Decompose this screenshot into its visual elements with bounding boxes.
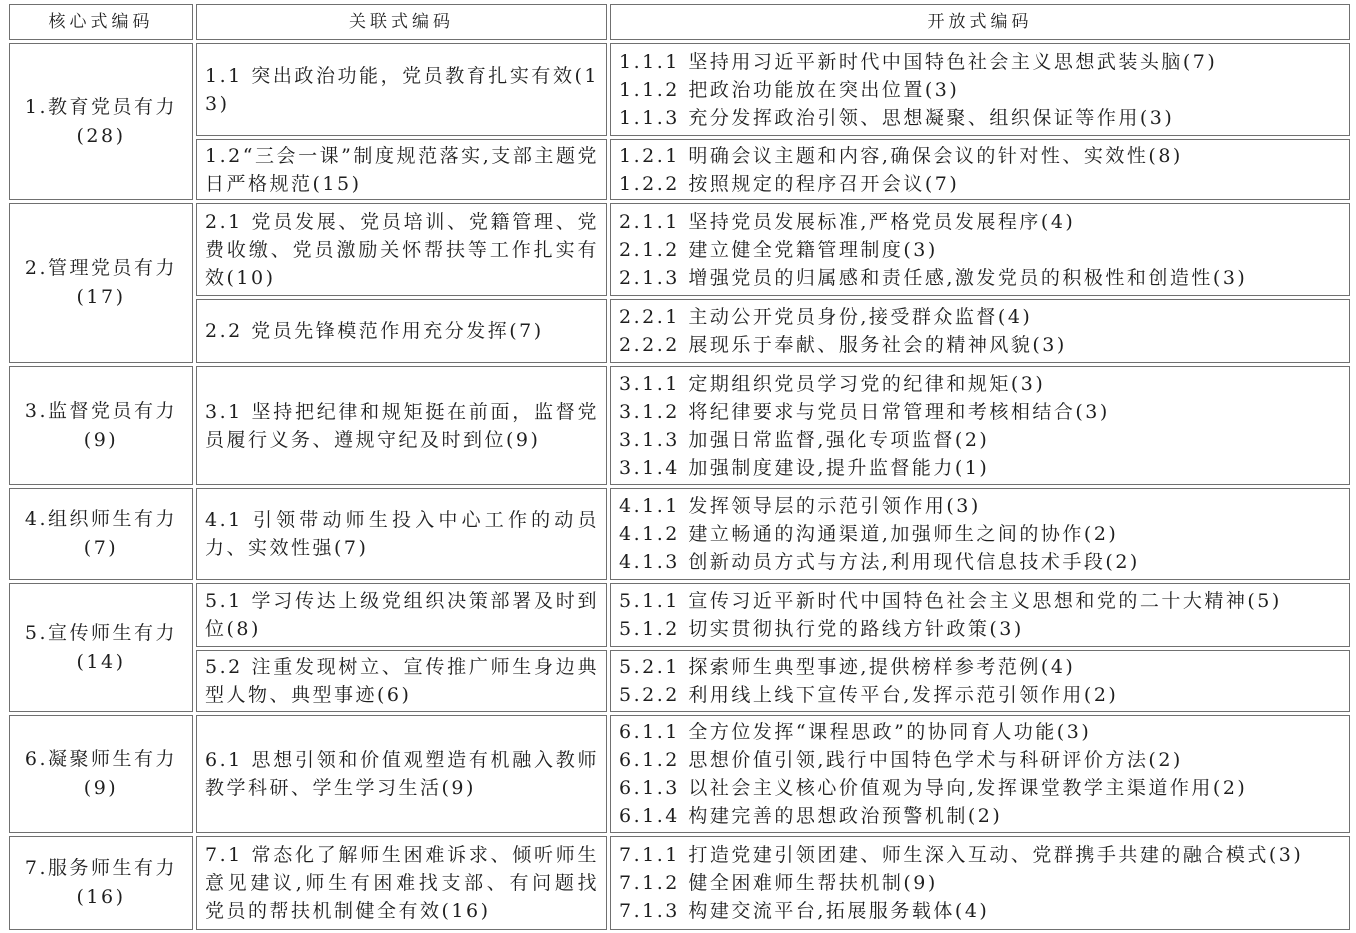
open-code-item: 3.1.3 加强日常监督,强化专项监督(2) — [619, 428, 990, 451]
axial-code-cell — [196, 488, 607, 580]
open-code-item: 2.2.2 展现乐于奉献、服务社会的精神风貌(3) — [619, 334, 1067, 356]
open-code-cell — [610, 299, 1350, 363]
open-code-item: 7.1.3 构建交流平台,拓展服务载体(4) — [619, 900, 990, 922]
open-code-item: 1.1.1 坚持用习近平新时代中国特色社会主义思想武装头脑(7) — [619, 50, 1218, 73]
header-open-code-label: 开放式编码 — [927, 12, 1033, 32]
core-code-cell — [9, 488, 193, 580]
axial-code-cell — [196, 715, 607, 833]
core-code-cell — [9, 43, 193, 200]
open-code-item: 3.1.2 将纪律要求与党员日常管理和考核相结合(3) — [619, 400, 1110, 423]
axial-code-cell — [196, 836, 607, 930]
axial-code-text: 5.1 学习传达上级党组织决策部署及时到位(8) — [205, 590, 599, 640]
core-code-count: (17) — [76, 286, 126, 308]
open-code-item: 1.2.1 明确会议主题和内容,确保会议的针对性、实效性(8) — [619, 144, 1183, 167]
axial-code-text: 5.2 注重发现树立、宣传推广师生身边典型人物、典型事迹(6) — [205, 656, 599, 706]
open-code-item: 5.1.1 宣传习近平新时代中国特色社会主义思想和党的二十大精神(5) — [619, 590, 1282, 612]
open-code-item: 7.1.1 打造党建引领团建、师生深入互动、党群携手共建的融合模式(3) — [619, 844, 1304, 866]
axial-code-text: 1.2“三会一课”制度规范落实,支部主题党日严格规范(15) — [205, 144, 599, 195]
open-code-item: 2.1.2 建立健全党籍管理制度(3) — [619, 238, 938, 261]
core-code-cell — [9, 366, 193, 485]
axial-code-cell — [196, 139, 607, 200]
core-code-label: 3.监督党员有力 — [24, 399, 178, 422]
core-code-label: 1.教育党员有力 — [24, 95, 178, 118]
core-code-count: (7) — [83, 537, 119, 559]
open-code-item: 4.1.2 建立畅通的沟通渠道,加强师生之间的协作(2) — [619, 523, 1119, 545]
open-code-item: 6.1.4 构建完善的思想政治预警机制(2) — [619, 805, 1003, 827]
open-code-item: 6.1.1 全方位发挥“课程思政”的协同育人功能(3) — [619, 721, 1092, 743]
coding-table — [9, 4, 1350, 930]
open-code-cell — [610, 836, 1350, 930]
axial-code-text: 4.1 引领带动师生投入中心工作的动员力、实效性强(7) — [205, 509, 599, 559]
open-code-cell — [610, 139, 1350, 200]
axial-code-text: 1.1 突出政治功能，党员教育扎实有效(13) — [205, 64, 599, 115]
open-code-cell — [610, 203, 1350, 296]
header-core-code-label: 核心式编码 — [48, 12, 154, 32]
open-code-item: 1.2.2 按照规定的程序召开会议(7) — [619, 172, 960, 195]
open-code-cell — [610, 366, 1350, 485]
open-code-item: 4.1.1 发挥领导层的示范引领作用(3) — [619, 495, 981, 517]
header-open-code — [610, 4, 1350, 40]
open-code-item: 5.2.1 探索师生典型事迹,提供榜样参考范例(4) — [619, 656, 1076, 678]
core-code-count: (9) — [83, 777, 119, 799]
open-code-item: 3.1.1 定期组织党员学习党的纪律和规矩(3) — [619, 372, 1046, 395]
core-code-label: 2.管理党员有力 — [24, 257, 178, 279]
axial-code-cell — [196, 366, 607, 485]
core-code-cell — [9, 836, 193, 930]
axial-code-text: 2.1 党员发展、党员培训、党籍管理、党费收缴、党员激励关怀帮扶等工作扎实有效(10) — [205, 210, 599, 289]
core-code-label: 7.服务师生有力 — [24, 857, 178, 879]
core-code-label: 4.组织师生有力 — [24, 508, 178, 530]
core-code-count: (14) — [76, 650, 126, 673]
axial-code-cell — [196, 203, 607, 296]
open-code-item: 2.1.3 增强党员的归属感和责任感,激发党员的积极性和创造性(3) — [619, 266, 1248, 289]
open-code-item: 2.1.1 坚持党员发展标准,严格党员发展程序(4) — [619, 210, 1076, 233]
core-code-count: (16) — [76, 886, 126, 908]
core-code-cell — [9, 203, 193, 363]
axial-code-cell — [196, 43, 607, 136]
open-code-cell — [610, 583, 1350, 647]
axial-code-text: 6.1 思想引领和价值观塑造有机融入教师教学科研、学生学习生活(9) — [205, 749, 599, 799]
open-code-item: 6.1.3 以社会主义核心价值观为导向,发挥课堂教学主渠道作用(2) — [619, 777, 1248, 799]
core-code-cell — [9, 715, 193, 833]
open-code-item: 5.1.2 切实贯彻执行党的路线方针政策(3) — [619, 618, 1024, 640]
header-axial-code-label: 关联式编码 — [349, 12, 454, 32]
open-code-cell — [610, 43, 1350, 136]
open-code-item: 3.1.4 加强制度建设,提升监督能力(1) — [619, 456, 990, 479]
open-code-item: 1.1.2 把政治功能放在突出位置(3) — [619, 78, 960, 101]
open-code-item: 1.1.3 充分发挥政治引领、思想凝聚、组织保证等作用(3) — [619, 106, 1175, 129]
open-code-cell — [610, 715, 1350, 833]
open-code-cell — [610, 488, 1350, 580]
header-core-code — [9, 4, 193, 40]
open-code-item: 5.2.2 利用线上线下宣传平台,发挥示范引领作用(2) — [619, 684, 1119, 706]
axial-code-cell — [196, 583, 607, 647]
open-code-item: 4.1.3 创新动员方式与方法,利用现代信息技术手段(2) — [619, 551, 1140, 573]
open-code-cell — [610, 650, 1350, 712]
core-code-label: 5.宣传师生有力 — [24, 621, 178, 644]
open-code-item: 7.1.2 健全困难师生帮扶机制(9) — [619, 872, 938, 894]
core-code-count: (28) — [76, 124, 126, 147]
axial-code-cell — [196, 299, 607, 363]
axial-code-text: 7.1 常态化了解师生困难诉求、倾听师生意见建议,师生有困难找支部、有问题找党员的帮扶机制健全有效(16) — [205, 844, 599, 922]
core-code-cell — [9, 583, 193, 712]
open-code-item: 6.1.2 思想价值引领,践行中国特色学术与科研评价方法(2) — [619, 749, 1183, 771]
axial-code-text: 3.1 坚持把纪律和规矩挺在前面，监督党员履行义务、遵规守纪及时到位(9) — [205, 400, 599, 451]
open-code-item: 2.2.1 主动公开党员身份,接受群众监督(4) — [619, 306, 1033, 328]
core-code-label: 6.凝聚师生有力 — [24, 748, 178, 770]
axial-code-cell — [196, 650, 607, 712]
header-axial-code — [196, 4, 607, 40]
axial-code-text: 2.2 党员先锋模范作用充分发挥(7) — [205, 320, 544, 342]
core-code-count: (9) — [83, 428, 119, 451]
